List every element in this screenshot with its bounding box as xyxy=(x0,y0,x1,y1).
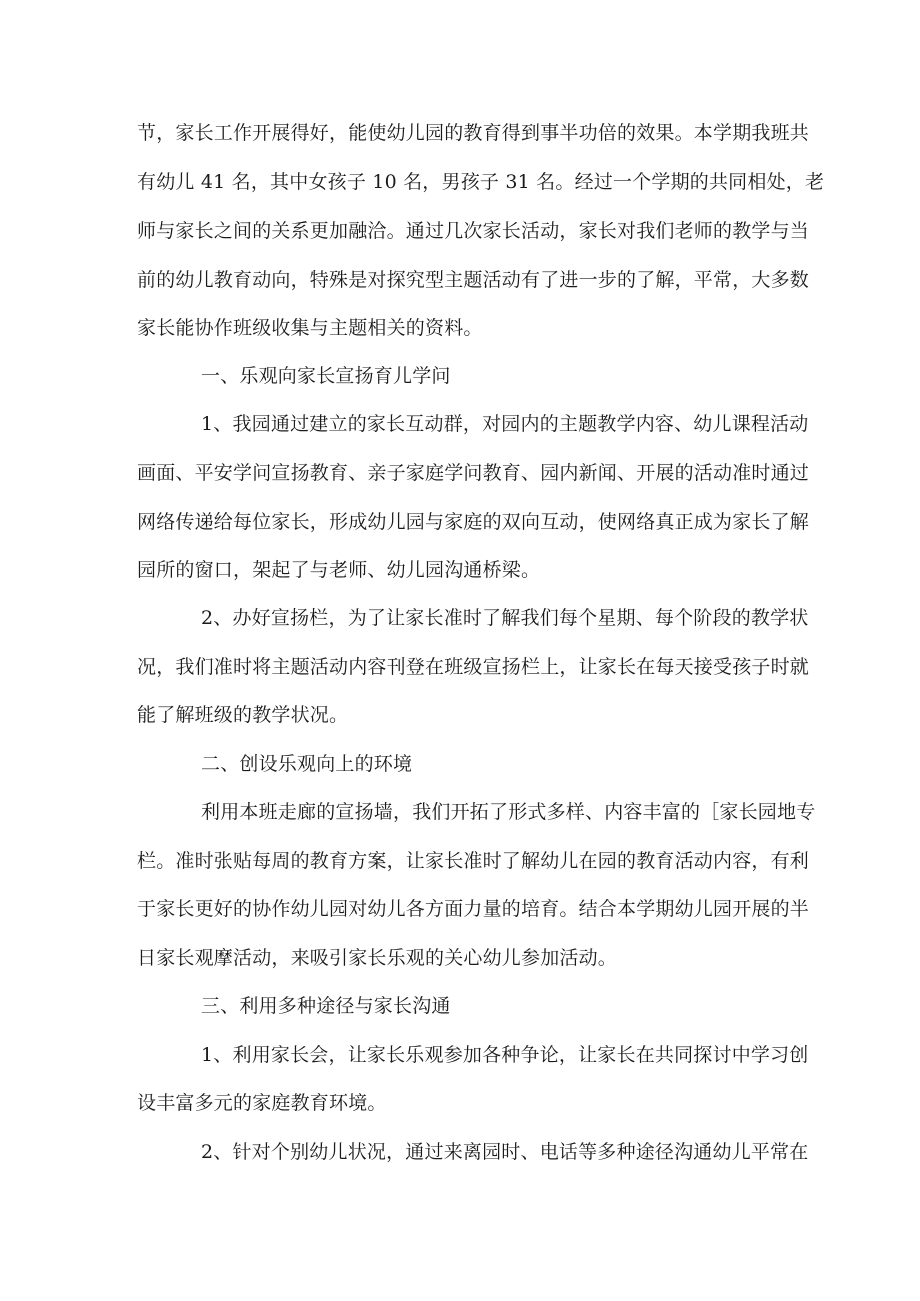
section-heading: 二、创设乐观向上的环境 xyxy=(201,753,413,775)
paragraph-line: 有幼儿 41 名，其中女孩子 10 名，男孩子 31 名。经过一个学期的共同相处，老 xyxy=(137,171,825,193)
paragraph-line: 况，我们准时将主题活动内容刊登在班级宣扬栏上，让家长在每天接受孩子时就 xyxy=(137,656,810,678)
section-heading: 三、利用多种途径与家长沟通 xyxy=(201,995,451,1017)
paragraph-line: 1、利用家长会，让家长乐观参加各种争论，让家长在共同探讨中学习创 xyxy=(201,1044,809,1066)
paragraph-line: 栏。准时张贴每周的教育方案，让家长准时了解幼儿在园的教育活动内容，有利 xyxy=(137,850,810,872)
paragraph-line: 日家长观摩活动，来吸引家长乐观的关心幼儿参加活动。 xyxy=(137,947,618,969)
paragraph-line: 2、针对个别幼儿状况，通过来离园时、电话等多种途径沟通幼儿平常在 xyxy=(201,1141,809,1163)
paragraph-line: 网络传递给每位家长，形成幼儿园与家庭的双向互动，使网络真正成为家长了解 xyxy=(137,511,810,533)
paragraph-line: 师与家长之间的关系更加融洽。通过几次家长活动，家长对我们老师的教学与当 xyxy=(137,220,810,242)
paragraph-line: 园所的窗口，架起了与老师、幼儿园沟通桥梁。 xyxy=(137,559,541,581)
paragraph-line: 节，家长工作开展得好，能使幼儿园的教育得到事半功倍的效果。本学期我班共 xyxy=(137,122,810,144)
paragraph-line: 家长能协作班级收集与主题相关的资料。 xyxy=(137,317,483,339)
paragraph-line: 画面、平安学问宣扬教育、亲子家庭学问教育、园内新闻、开展的活动准时通过 xyxy=(137,462,810,484)
paragraph-line: 能了解班级的教学状况。 xyxy=(137,704,349,726)
paragraph-line: 设丰富多元的家庭教育环境。 xyxy=(137,1092,387,1114)
paragraph-line: 2、办好宣扬栏，为了让家长准时了解我们每个星期、每个阶段的教学状 xyxy=(201,607,809,629)
paragraph-line: 利用本班走廊的宣扬墙，我们开拓了形式多样、内容丰富的［家长园地专 xyxy=(201,801,816,823)
paragraph-line: 1、我园通过建立的家长互动群，对园内的主题教学内容、幼儿课程活动 xyxy=(201,413,809,435)
paragraph-line: 于家长更好的协作幼儿园对幼儿各方面力量的培育。结合本学期幼儿园开展的半 xyxy=(137,898,810,920)
section-heading: 一、乐观向家长宣扬育儿学问 xyxy=(201,365,451,387)
paragraph-line: 前的幼儿教育动向，特殊是对探究型主题活动有了进一步的了解，平常，大多数 xyxy=(137,269,810,291)
